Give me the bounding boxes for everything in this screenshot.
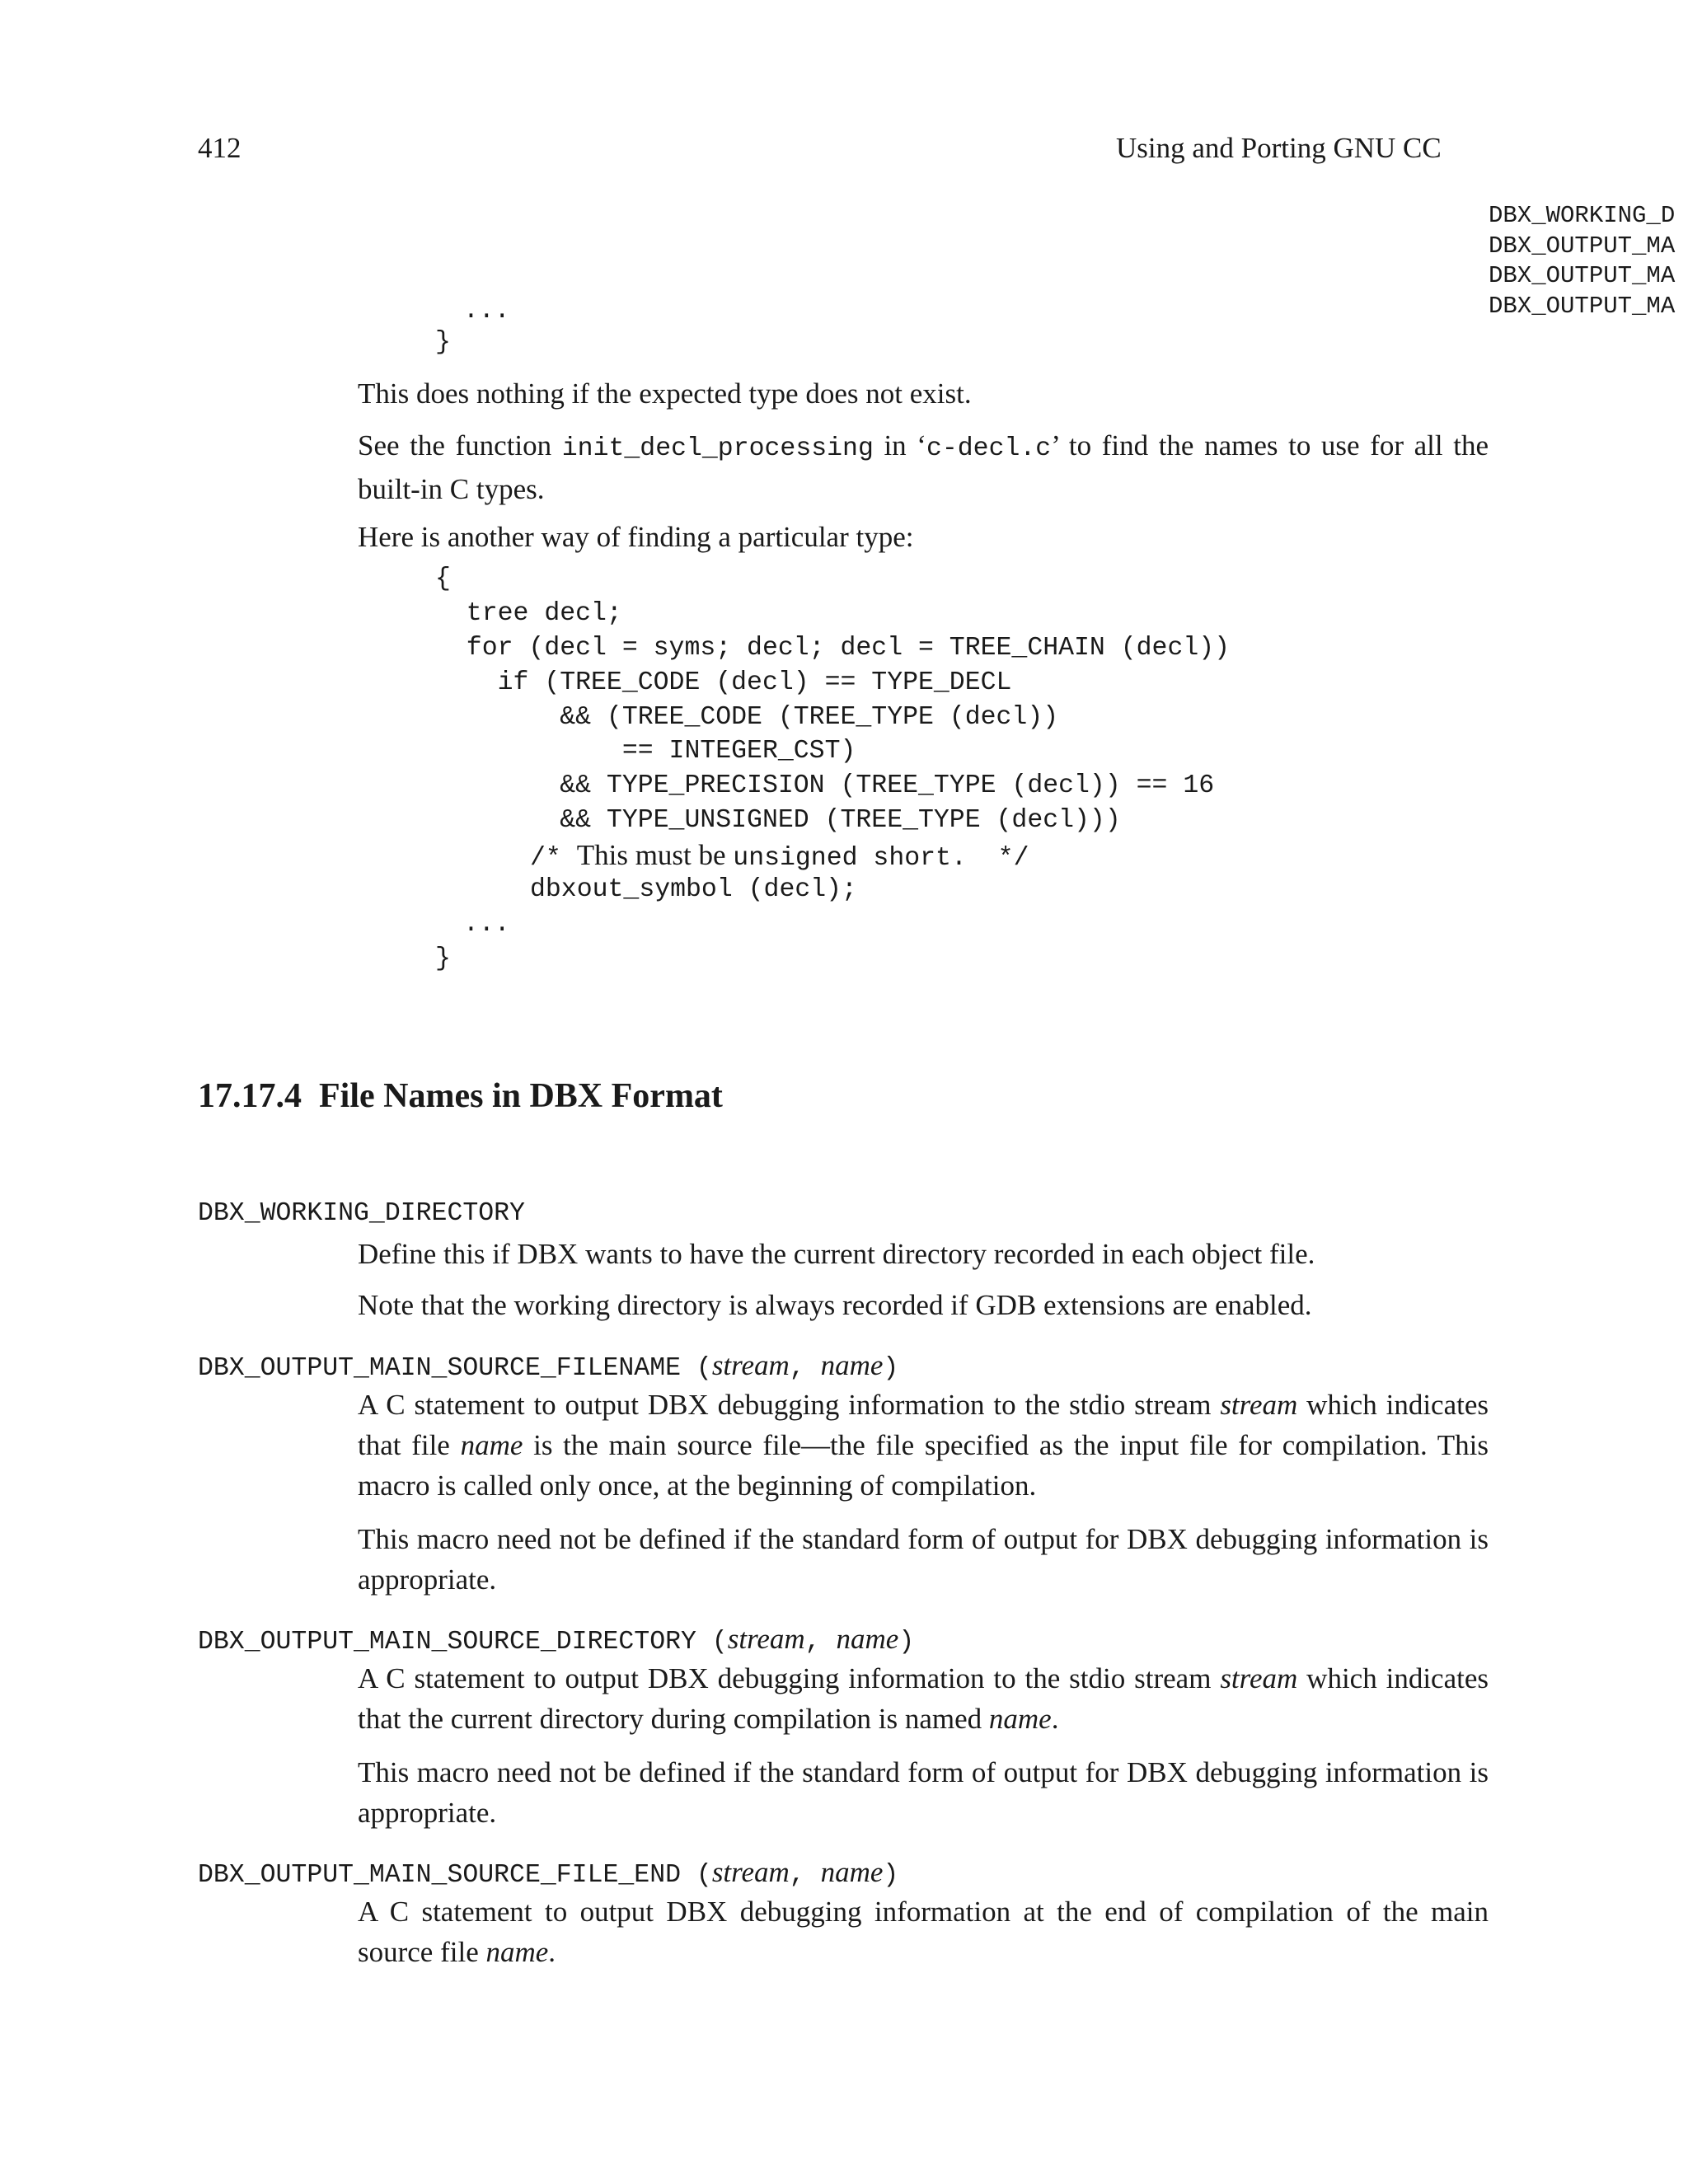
paragraph: Here is another way of finding a particular type: — [358, 521, 914, 553]
margin-index — [1489, 201, 1675, 321]
definition-body: A C statement to output DBX debugging information to the stdio stream stream which indicates that file name is the main source file—the file specified as the input file for compilation. This macro is called only once, at the beginning of compilation. — [358, 1389, 1489, 1502]
definition-term: DBX_OUTPUT_MAIN_SOURCE_DIRECTORY (stream, name) — [198, 1623, 915, 1657]
code-comment: /* This must be unsigned short. */ — [530, 839, 1029, 873]
paragraph: This does nothing if the expected type does not exist. — [358, 377, 972, 410]
code-line: tree decl; — [435, 599, 622, 628]
definition-body: Note that the working directory is always recorded if GDB extensions are enabled. — [358, 1289, 1312, 1321]
inline-code: init_decl_processing — [561, 434, 874, 463]
code-ellipsis: ... — [463, 297, 510, 326]
code-line: for (decl = syms; decl; decl = TREE_CHAIN (decl)) — [435, 634, 1231, 663]
code-line: == INTEGER_CST) — [435, 737, 856, 766]
paragraph: See the function init_decl_processing in ‘c-decl.c’ to find the names to use for all the built-in C types. — [358, 429, 1489, 505]
margin-index-entry: DBX_WORKING_D — [1489, 202, 1676, 229]
code-line: { — [435, 565, 451, 593]
definition-body: Define this if DBX wants to have the current directory recorded in each object file. — [358, 1238, 1315, 1270]
code-line: if (TREE_CODE (decl) == TYPE_DECL — [435, 668, 1012, 697]
code-ellipsis: ... — [463, 910, 510, 939]
definition-body: A C statement to output DBX debugging information to the stdio stream stream which indicates that the current directory during compilation is named name. — [358, 1662, 1489, 1735]
running-title: Using and Porting GNU CC — [1116, 132, 1442, 164]
code-line: dbxout_symbol (decl); — [530, 875, 857, 904]
definition-body: This macro need not be defined if the standard form of output for DBX debugging information is appropriate. — [358, 1523, 1489, 1596]
section-heading: 17.17.4 File Names in DBX Format — [198, 1077, 723, 1115]
code-close-brace: } — [435, 944, 451, 973]
code-line: && TYPE_UNSIGNED (TREE_TYPE (decl))) — [435, 806, 1121, 835]
code-line: && TYPE_PRECISION (TREE_TYPE (decl)) == 16 — [435, 771, 1215, 800]
definition-body: This macro need not be defined if the standard form of output for DBX debugging information is appropriate. — [358, 1756, 1489, 1829]
margin-index-entry: DBX_OUTPUT_MA — [1489, 262, 1676, 289]
definition-term: DBX_WORKING_DIRECTORY — [198, 1199, 525, 1228]
margin-index-entry: DBX_OUTPUT_MA — [1489, 292, 1676, 320]
inline-filename: c-decl.c — [926, 434, 1052, 463]
definition-term: DBX_OUTPUT_MAIN_SOURCE_FILE_END (stream, name) — [198, 1856, 899, 1890]
margin-index-entry: DBX_OUTPUT_MA — [1489, 232, 1676, 260]
code-close-brace: } — [435, 328, 451, 357]
definition-term: DBX_OUTPUT_MAIN_SOURCE_FILENAME (stream, name) — [198, 1349, 899, 1383]
definition-body: A C statement to output DBX debugging information at the end of compilation of the main source file name. — [358, 1896, 1489, 1968]
code-line: && (TREE_CODE (TREE_TYPE (decl)) — [435, 703, 1059, 732]
page-number: 412 — [198, 132, 241, 164]
